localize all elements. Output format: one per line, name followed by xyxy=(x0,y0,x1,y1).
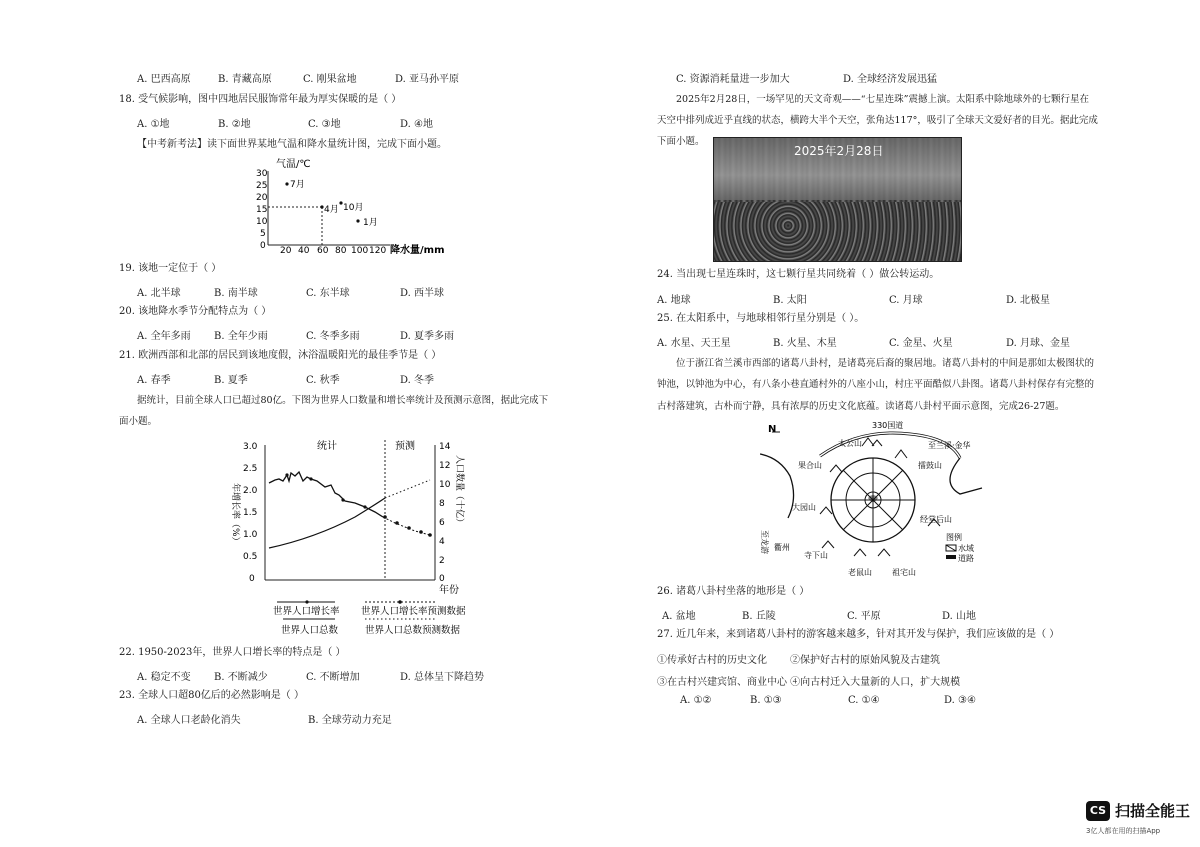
q27-option-c: C. ①④ xyxy=(848,695,880,706)
chart1-xlabel: 降水量/mm xyxy=(390,245,445,255)
section-forecast: 预测 xyxy=(395,441,415,452)
q19-option-d: D. 西半球 xyxy=(400,288,445,299)
q26-option-b: B. 丘陵 xyxy=(742,611,776,622)
q18-option-a: A. ①地 xyxy=(137,119,170,130)
map-legend-title: 图例 xyxy=(946,533,962,542)
left-tick: 0.5 xyxy=(243,552,258,562)
chart1-ytick: 10 xyxy=(256,217,268,227)
growth-rate-forecast-line xyxy=(383,517,430,535)
chart1-ytick: 25 xyxy=(256,181,268,191)
q24-option-d: D. 北极星 xyxy=(1006,295,1051,306)
point-label-january: 1月 xyxy=(363,218,378,228)
map-label-to-longyou: 至龙游 xyxy=(760,530,769,554)
intro-26-27-line3: 古村落建筑，古朴而宁静，具有浓厚的历史文化底蕴。读诸葛八卦村平面示意图，完成26-27题。 xyxy=(657,401,1065,412)
chart1-ytick: 30 xyxy=(256,169,268,179)
map-label-laoshu: 老鼠山 xyxy=(848,568,872,577)
map-label-leigu: 擂鼓山 xyxy=(918,461,942,470)
chart1-xtick: 60 xyxy=(317,246,329,255)
legend-growth-rate: 世界人口增长率 xyxy=(273,606,340,617)
left-tick: 0 xyxy=(249,574,255,584)
q21-text: 21. 欧洲西部和北部的居民到该地度假，沐浴温暖阳光的最佳季节是（ ） xyxy=(119,350,442,361)
scanner-watermark-title: 扫描全能王 xyxy=(1115,802,1191,820)
q18-option-b: B. ②地 xyxy=(218,119,251,130)
chart1-ytick: 0 xyxy=(260,241,266,251)
population-forecast-line xyxy=(385,480,430,498)
chart1-ytick: 20 xyxy=(256,193,268,203)
chart1-xtick: 120 xyxy=(369,246,387,255)
right-tick: 2 xyxy=(439,556,445,566)
intro-22-23-line2: 面小题。 xyxy=(119,416,158,427)
q27-item-2: ②保护好古村的原始风貌及古建筑 xyxy=(790,655,940,666)
intro-24-25-line3: 下面小题。 xyxy=(657,136,705,147)
q18-option-d: D. ④地 xyxy=(400,119,433,130)
map-label-zuzhai: 祖宅山 xyxy=(892,568,916,577)
left-tick: 2.0 xyxy=(243,486,258,496)
road-label: 330国道 xyxy=(872,421,904,430)
q27-items-3-4: ③在古村兴建宾馆、商业中心 ④向古村迁入大量新的人口，扩大规模 xyxy=(657,677,961,688)
map-label-to-lanxi: 至兰溪·金华 xyxy=(928,441,971,450)
q20-text: 20. 该地降水季节分配特点为（ ） xyxy=(119,306,272,317)
q25-option-a: A. 水星、天王星 xyxy=(657,338,731,349)
right-tick: 10 xyxy=(439,480,451,490)
q24-option-a: A. 地球 xyxy=(657,295,691,306)
q19-text: 19. 该地一定位于（ ） xyxy=(119,263,222,274)
point-label-april: 4月 xyxy=(324,205,339,215)
left-tick: 3.0 xyxy=(243,442,258,452)
q26-option-c: C. 平原 xyxy=(847,611,881,622)
chart1-ytick: 5 xyxy=(260,229,266,239)
q26-option-a: A. 盆地 xyxy=(662,611,696,622)
left-tick: 1.5 xyxy=(243,508,258,518)
map-label-sixia: 寺下山 xyxy=(804,551,828,560)
q22-option-b: B. 不断减少 xyxy=(214,672,268,683)
q27-text: 27. 近几年来，来到诸葛八卦村的游客越来越多，针对其开发与保护，我们应该做的是（ ） xyxy=(657,629,1060,640)
chart1-ytick: 15 xyxy=(256,205,268,215)
q23-option-b: B. 全球劳动力充足 xyxy=(308,715,392,726)
right-tick: 0 xyxy=(439,574,445,584)
intro-19-21: 【中考新考法】读下面世界某地气温和降水量统计图，完成下面小题。 xyxy=(137,139,447,150)
right-axis-label: 人口数量（十亿） xyxy=(454,455,464,528)
map-label-guohe: 果合山 xyxy=(798,461,822,470)
intro-24-25-line1: 2025年2月28日，一场罕见的天文奇观——“七星连珠”震撼上演。太阳系中除地球外的七颗行星在 xyxy=(676,94,1090,105)
chart1-xtick: 80 xyxy=(335,246,347,255)
q24-option-c: C. 月球 xyxy=(889,295,923,306)
q20-option-a: A. 全年多雨 xyxy=(137,331,191,342)
q27-item-1: ①传承好古村的历史文化 xyxy=(657,655,767,666)
q24-option-b: B. 太阳 xyxy=(773,295,807,306)
map-label-quzhou: 衢州 xyxy=(774,543,790,552)
map-label-jingtanghou: 经堂后山 xyxy=(920,515,952,524)
q22-text: 22. 1950-2023年，世界人口增长率的特点是（ ） xyxy=(119,647,346,658)
intro-22-23-line1: 据统计，目前全球人口已超过80亿。下图为世界人口数量和增长率统计及预测示意图，据此完成下 xyxy=(137,395,549,406)
q18-option-c: C. ③地 xyxy=(308,119,341,130)
legend-growth-rate-forecast: 世界人口增长率预测数据 xyxy=(361,606,466,617)
q20-option-c: C. 冬季多雨 xyxy=(306,331,360,342)
q17-option-b: B. 青藏高原 xyxy=(218,74,272,85)
intro-26-27-line2: 钟池，以钟池为中心，有八条小巷直通村外的八座小山，村庄平面酷似八卦图。诸葛八卦村保存有完整的 xyxy=(657,379,1095,390)
climate-scatter-chart xyxy=(240,155,450,255)
q25-option-b: B. 火星、木星 xyxy=(773,338,837,349)
q20-option-b: B. 全年少雨 xyxy=(214,331,268,342)
q20-option-d: D. 夏季多雨 xyxy=(400,331,455,342)
left-tick: 2.5 xyxy=(243,464,258,474)
q23-option-c: C. 资源消耗量进一步加大 xyxy=(676,74,790,85)
chart1-xtick: 40 xyxy=(298,246,310,255)
right-tick: 14 xyxy=(439,442,451,452)
population-total-line xyxy=(269,498,385,548)
left-tick: 1.0 xyxy=(243,530,258,540)
q25-option-d: D. 月球、金星 xyxy=(1006,338,1071,349)
q17-option-a: A. 巴西高原 xyxy=(137,74,191,85)
map-legend-water: 水域 xyxy=(958,544,974,553)
q21-option-b: B. 夏季 xyxy=(214,375,248,386)
chart1-ylabel: 气温/℃ xyxy=(276,159,311,170)
map-label-dayuan: 大园山 xyxy=(792,503,816,512)
point-label-october: 10月 xyxy=(343,203,364,213)
q19-option-a: A. 北半球 xyxy=(137,288,181,299)
q22-option-c: C. 不断增加 xyxy=(306,672,360,683)
right-tick: 4 xyxy=(439,537,445,547)
right-tick: 6 xyxy=(439,518,445,528)
q19-option-b: B. 南半球 xyxy=(214,288,258,299)
intro-24-25-line2: 天空中排列成近乎直线的状态，横跨大半个天空，张角达117°，吸引了全球天文爱好者的目光。据此完成 xyxy=(657,115,1098,126)
q21-option-c: C. 秋季 xyxy=(306,375,340,386)
x-axis-label: 年份 xyxy=(439,585,459,596)
q21-option-d: D. 冬季 xyxy=(400,375,435,386)
q17-option-d: D. 亚马孙平原 xyxy=(395,74,460,85)
right-tick: 8 xyxy=(439,499,445,509)
zhuge-village-map xyxy=(760,418,985,580)
section-statistic: 统计 xyxy=(317,441,337,452)
q27-option-d: D. ③④ xyxy=(944,695,976,706)
legend-population-total: 世界人口总数 xyxy=(281,625,339,636)
map-label-taigong: 太公山 xyxy=(838,439,862,448)
point-january xyxy=(356,219,359,222)
intro-26-27-line1: 位于浙江省兰溪市西部的诸葛八卦村，是诸葛亮后裔的聚居地。诸葛八卦村的中间是那如太极图状的 xyxy=(676,358,1095,369)
right-tick: 12 xyxy=(439,461,451,471)
legend-population-forecast: 世界人口总数预测数据 xyxy=(365,625,461,636)
q25-text: 25. 在太阳系中，与地球相邻行星分别是（ ）。 xyxy=(657,313,865,324)
scanner-watermark-subtitle: 3亿人都在用的扫描App xyxy=(1086,827,1161,835)
q21-option-a: A. 春季 xyxy=(137,375,171,386)
chart1-xtick: 100 xyxy=(351,246,369,255)
q23-option-d: D. 全球经济发展迅猛 xyxy=(843,74,938,85)
planet-alignment-photo xyxy=(713,137,962,262)
q27-option-a: A. ①② xyxy=(680,695,712,706)
q26-text: 26. 诸葛八卦村坐落的地形是（ ） xyxy=(657,586,810,597)
point-july xyxy=(285,182,288,185)
world-population-chart xyxy=(225,435,485,640)
q22-option-a: A. 稳定不变 xyxy=(137,672,191,683)
q17-option-c: C. 刚果盆地 xyxy=(303,74,357,85)
q22-option-d: D. 总体呈下降趋势 xyxy=(400,672,485,683)
q19-option-c: C. 东半球 xyxy=(306,288,350,299)
q23-option-a: A. 全球人口老龄化消失 xyxy=(137,715,241,726)
q25-option-c: C. 金星、火星 xyxy=(889,338,953,349)
q24-text: 24. 当出现七星连珠时，这七颗行星共同绕着（ ）做公转运动。 xyxy=(657,269,940,280)
scanner-logo-icon: CS xyxy=(1086,801,1110,821)
photo-caption: 2025年2月28日 xyxy=(794,144,884,158)
q26-option-d: D. 山地 xyxy=(942,611,977,622)
q27-option-b: B. ①③ xyxy=(750,695,782,706)
chart1-xtick: 20 xyxy=(280,246,292,255)
map-legend-road: 道路 xyxy=(958,554,974,563)
q18-text: 18. 受气候影响，图中四地居民服饰常年最为厚实保暖的是（ ） xyxy=(119,94,402,105)
left-axis-label: 年增长率（%） xyxy=(230,483,240,546)
point-label-july: 7月 xyxy=(290,180,305,190)
q23-text: 23. 全球人口超80亿后的必然影响是（ ） xyxy=(119,690,304,701)
north-label: N xyxy=(768,424,777,435)
